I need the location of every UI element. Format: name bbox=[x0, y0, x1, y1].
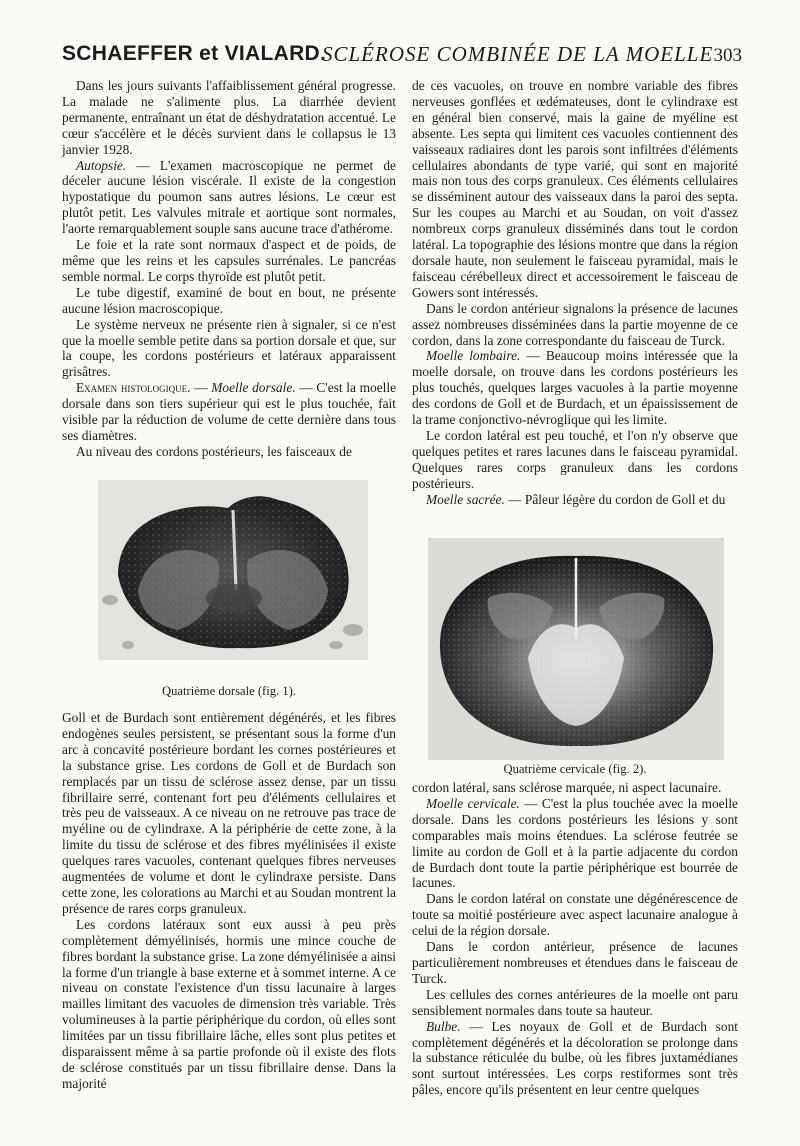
paragraph-text: — Beaucoup moins intéressée que la moelle dorsale, on trouve dans les cordons postérieurs les plus touchés, quelques larges vacuoles à la partie moyenne des cordons de Goll et de Burdach, et un épaississement de la trame conjonctivo-névroglique qui les limite. bbox=[412, 348, 738, 428]
left-column bbox=[62, 78, 396, 460]
paragraph: de ces vacuoles, on trouve en nombre variable des fibres nerveuses gonflées et œdémateuses, dont le cylindraxe est en général bien conservé, mais la gaine de myéline est absente. Les septa qui limitent ces vacuoles contiennent des vaisseaux radiaires dont les parois sont infiltrées d'éléments cellulaires abondants de type varié, qui sont en majorité mais non tous des corps granuleux. Ces éléments cellulaires se disséminent autour des vaisseaux dans la paroi des septa. Sur les coupes au Marchi et au Soudan, on voit d'assez nombreux corps granuleux disséminés dans tout le cordon latéral. La topographie des lésions montre que dans la région dorsale haute, non seulement le faisceau pyramidal, mais le faisceau cérébelleux direct et accessoirement le faisceau de Gowers sont intéressés. bbox=[412, 78, 738, 300]
section-label: Autopsie. bbox=[76, 157, 127, 173]
paragraph bbox=[412, 1019, 738, 1099]
figure-2-caption: Quatrième cervicale (fig. 2). bbox=[503, 762, 647, 776]
figure-1-caption: Quatrième dorsale (fig. 1). bbox=[162, 684, 296, 698]
paragraph: Le foie et la rate sont normaux d'aspect et de poids, de même que les reins et les capsules surrénales. Le pancréas semble normal. Le corps thyroïde est plutôt petit. bbox=[62, 237, 396, 284]
paragraph-text: — L'examen macroscopique ne permet de déceler aucune lésion viscérale. Il existe de la congestion hypostatique du poumon sans autres lésions. Le cœur est plutôt petit. Les valvules mitrale et aortique sont normales, l'aorte remarquablement souple sans aucune trace d'athérome. bbox=[62, 157, 396, 237]
paragraph bbox=[412, 348, 738, 428]
subsection-label: Moelle sacrée. bbox=[426, 491, 505, 507]
paragraph: Les cellules des cornes antérieures de la moelle ont paru sensiblement normales dans toute sa hauteur. bbox=[412, 986, 738, 1018]
paragraph bbox=[412, 796, 738, 891]
subsection-label: Moelle dorsale. bbox=[211, 380, 296, 396]
paragraph: cordon latéral, sans sclérose marquée, ni aspect lacunaire. bbox=[412, 780, 722, 795]
paragraph-text: — Les noyaux de Goll et de Burdach sont complètement dégénérés et la décoloration se prolonge dans la substance réticulée du bulbe, où les fibres juxtamédianes sont surtout intéressées. Les corps restiformes sont très pâles, encore qu'ils présentent en leur centre quelques bbox=[412, 1018, 738, 1098]
paragraph-text: — C'est la plus touchée avec la moelle dorsale. Dans les cordons postérieurs les lésions y sont comparables mais moins étendues. La sclérose feutrée se limite au cordon de Goll et à la partie adjacente du cordon de Burdach dont toute la partie périphérique est bourrée de lacunes. bbox=[412, 795, 738, 891]
paragraph: Dans le cordon antérieur, présence de lacunes particulièrement nombreuses et étendues dans le faisceau de Turck. bbox=[412, 939, 738, 986]
right-column bbox=[412, 78, 738, 507]
paragraph: Dans les jours suivants l'affaiblissement général progresse. La malade ne s'alimente plus. La diarrhée devient permanente, entraînant un état de déshydratation accentué. Le cœur s'accélère et le décès survient dans le collapsus le 13 janvier 1928. bbox=[62, 78, 396, 157]
subsection-label: Moelle cervicale. bbox=[426, 795, 520, 811]
section-label: Examen histologique. bbox=[76, 380, 191, 396]
figure-1-spinal-cord-section bbox=[98, 480, 368, 660]
right-column-continued bbox=[412, 780, 738, 1098]
cord-section bbox=[118, 496, 349, 648]
running-header bbox=[62, 38, 742, 74]
figure-2-spinal-cord-section bbox=[428, 538, 724, 760]
header-authors: SCHAEFFER et VIALARD. bbox=[62, 42, 327, 65]
page-number: 303 bbox=[713, 45, 742, 66]
paragraph bbox=[412, 492, 738, 508]
paragraph: Dans le cordon latéral on constate une dégénérescence de toute sa moitié postérieure avec aspect lacunaire analogue à celui de la région dorsale. bbox=[412, 891, 738, 939]
paragraph: Le tube digestif, examiné de bout en bout, ne présente aucune lésion macroscopique. bbox=[62, 284, 396, 316]
paragraph: Les cordons latéraux sont eux aussi à peu près complètement démyélinisés, hormis une mince couche de fibres bordant la substance grise. La zone démyélinisée a ainsi la forme d'un triangle à base externe et à sommet interne. A ce niveau on constate l'existence d'un tissu lacunaire à larges mailles limitant des vacuoles de dimension très variable. Très volumineuses à la partie périphérique du cordon, où elles sont limitées par un tissu fibrillaire lâche, elles sont plus petites et disparaissent même à sa partie profonde où il existe des flots de sclérose constitués par un tissu fibrillaire dense. Dans la majorité bbox=[62, 916, 396, 1091]
paragraph-text: — Pâleur légère du cordon de Goll et du bbox=[504, 491, 726, 507]
paragraph: Le cordon latéral est peu touché, et l'on n'y observe que quelques petites et rares lacunes dans le faisceau pyramidal. Quelques rares corps granuleux dans les cordons postérieurs. bbox=[412, 427, 738, 491]
paragraph: Dans le cordon antérieur signalons la présence de lacunes assez nombreuses disséminées dans la partie moyenne de ce cordon, dans la zone correspondante du faisceau de Turck. bbox=[412, 300, 738, 348]
subsection-label: Bulbe. bbox=[426, 1018, 461, 1034]
paragraph-text: — C'est la moelle dorsale dans son tiers supérieur qui est le plus touchée, fait visible par la réduction de volume de cette dernière dans tous ses diamètres. bbox=[62, 380, 397, 443]
subsection-label: Moelle lombaire. bbox=[426, 348, 521, 364]
paragraph: Goll et de Burdach sont entièrement dégénérés, et les fibres endogènes seules persistent, se présentant sous la forme d'un arc à concavité postérieure bordant les cornes postérieures et la substance grise. Les cordons de Goll et de Burdach son remplacés par un tissu de sclérose assez dense, par un tissu fibrillaire serré, contenant fort peu d'éléments cellulaires et très peu de vaisseaux. A ce niveau on ne retrouve pas trace de myéline ou de cylindraxe. A la périphérie de cette zone, à la limite du tissu de sclérose et des fibres myélinisées il existe quelques rares vacuoles, contenant quelques fibres nerveuses augmentées de volume et dont le cylindraxe persiste. Dans cette zone, les colorations au Marchi et au Soudan montrent la présence de rares corps granuleux. bbox=[62, 710, 396, 916]
paragraph: Au niveau des cordons postérieurs, les faisceaux de bbox=[76, 443, 352, 459]
header-title: SCLÉROSE COMBINÉE DE LA MOELLE bbox=[322, 42, 714, 66]
paragraph bbox=[62, 158, 396, 238]
cord-section bbox=[440, 556, 713, 746]
paragraph: Examen histologique. — Moelle dorsale. — C'est la moelle dorsale dans son tiers supérieur qui est le plus touchée, fait visible par la réduction de volume de cette dernière dans tous ses diamètres. bbox=[62, 380, 397, 443]
paragraph: Le système nerveux ne présente rien à signaler, si ce n'est que la moelle semble petite dans sa portion dorsale et que, sur la coupe, les cordons postérieurs et latéraux apparaissent grisâtres. bbox=[62, 316, 396, 380]
left-column-continued bbox=[62, 710, 396, 1092]
